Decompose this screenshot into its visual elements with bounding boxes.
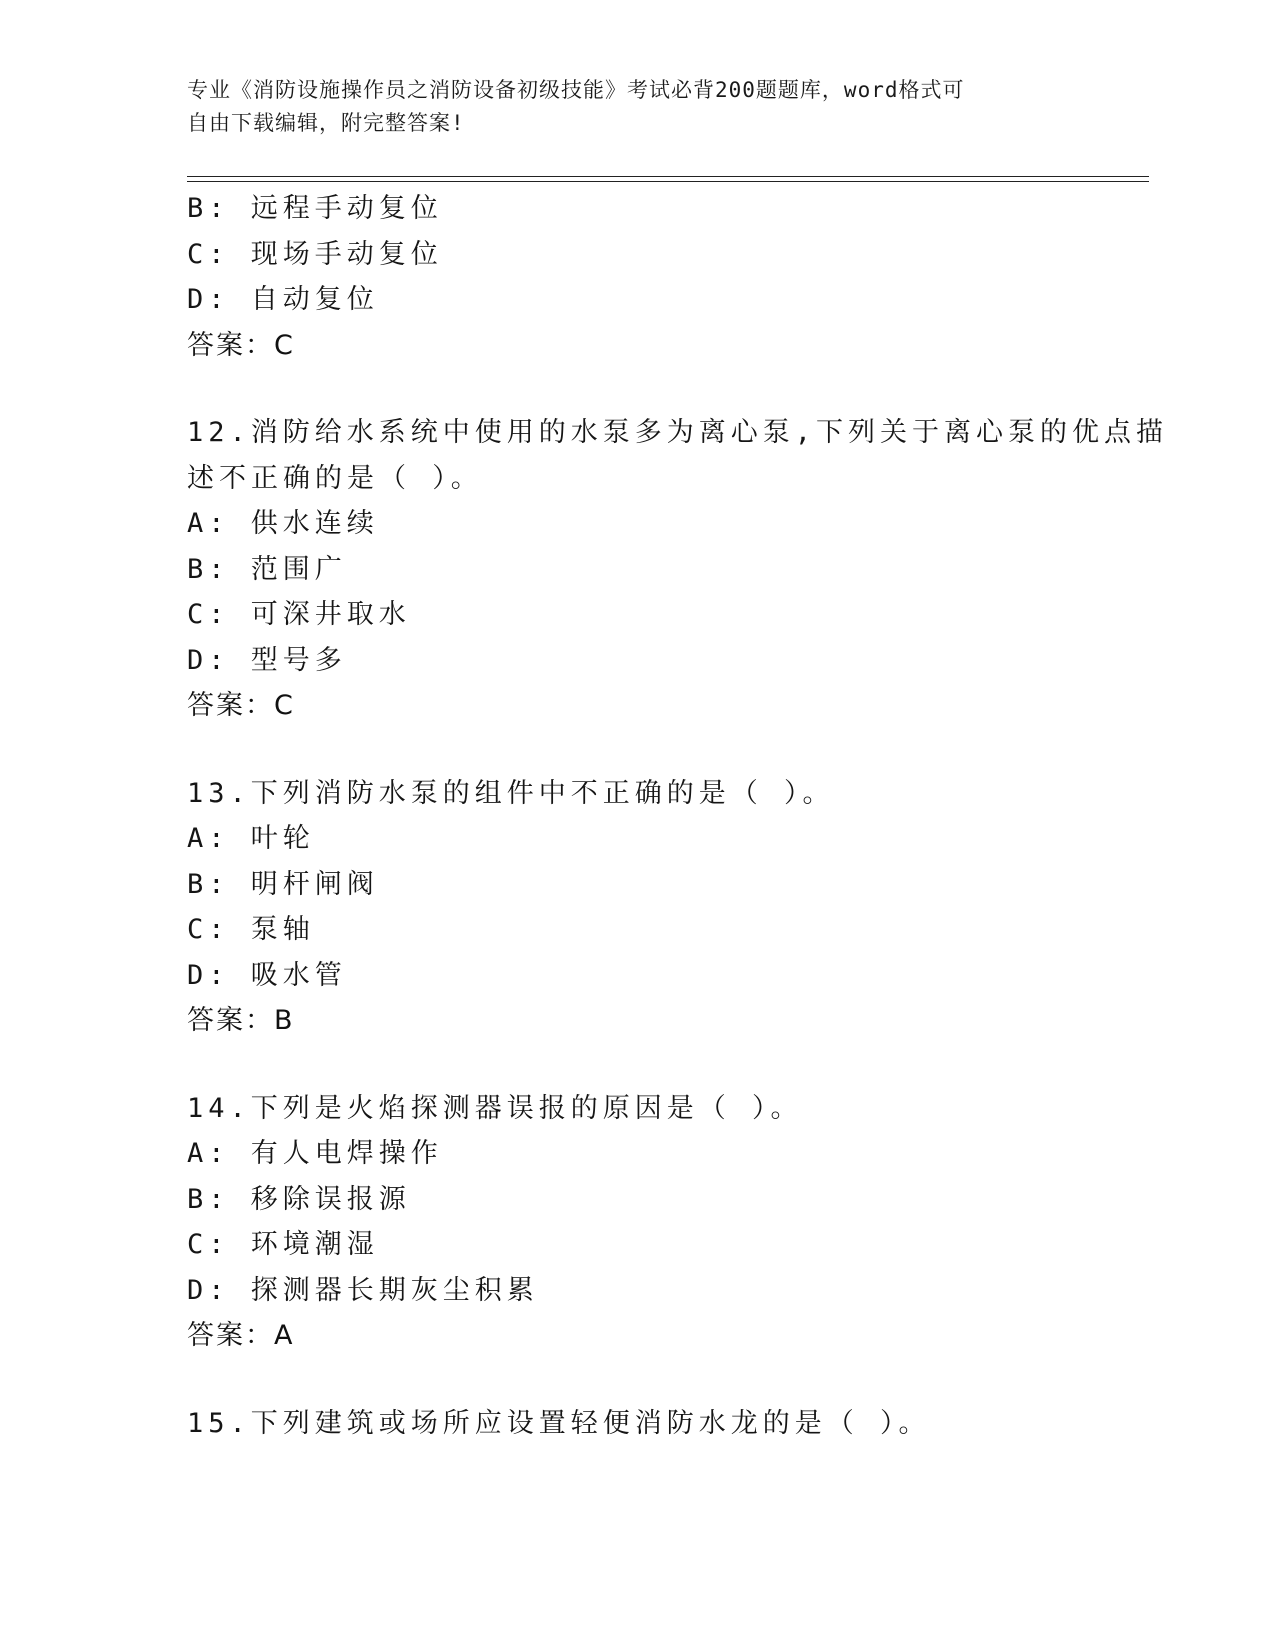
answer-line: 答案：C [187, 329, 295, 361]
question-11-partial [187, 186, 1087, 368]
question-stem-line-1: 14.下列是火焰探测器误报的原因是（ ）。 [187, 1092, 803, 1124]
option-b: B: 明杆闸阀 [187, 868, 379, 900]
option-d: D: 探测器长期灰尘积累 [187, 1274, 539, 1306]
question-15 [187, 1401, 1087, 1447]
option-b: B: 范围广 [187, 553, 347, 585]
option-c: C: 可深井取水 [187, 599, 411, 630]
answer-line: 答案：B [187, 1005, 295, 1036]
option-d: D: 型号多 [187, 644, 347, 676]
option-c: C: 现场手动复位 [187, 238, 443, 270]
question-stem-line-1: 12.消防给水系统中使用的水泵多为离心泵,下列关于离心泵的优点描 [187, 417, 1169, 448]
header-line-1: 专业《消防设施操作员之消防设备初级技能》考试必背200题题库，word格式可 [187, 78, 965, 102]
question-12 [187, 410, 1169, 729]
answer-line: 答案：C [187, 690, 295, 721]
document-header [187, 74, 1067, 140]
question-list [187, 186, 1169, 1446]
option-b: B: 移除误报源 [187, 1183, 411, 1215]
question-13 [187, 771, 1087, 1044]
option-a: A: 供水连续 [187, 508, 379, 539]
header-divider-top [187, 176, 1149, 177]
question-14 [187, 1086, 1087, 1359]
option-d: D: 吸水管 [187, 959, 347, 991]
option-a: A: 叶轮 [187, 823, 315, 854]
header-line-2: 自由下载编辑，附完整答案! [187, 111, 465, 135]
spacer [187, 368, 1087, 410]
question-stem-line-1: 15.下列建筑或场所应设置轻便消防水龙的是（ ）。 [187, 1407, 931, 1439]
spacer [187, 729, 1087, 771]
option-c: C: 环境潮湿 [187, 1229, 379, 1260]
question-stem-line-1: 13.下列消防水泵的组件中不正确的是（ ）。 [187, 777, 835, 809]
header-divider-bottom [187, 181, 1149, 182]
question-stem-line-2: 述不正确的是（ ）。 [187, 462, 483, 494]
answer-line: 答案：A [187, 1320, 295, 1351]
option-d: D: 自动复位 [187, 284, 379, 315]
spacer [187, 1359, 1087, 1401]
spacer [187, 1044, 1087, 1086]
option-c: C: 泵轴 [187, 914, 315, 945]
option-b: B: 远程手动复位 [187, 193, 443, 224]
option-a: A: 有人电焊操作 [187, 1138, 443, 1169]
